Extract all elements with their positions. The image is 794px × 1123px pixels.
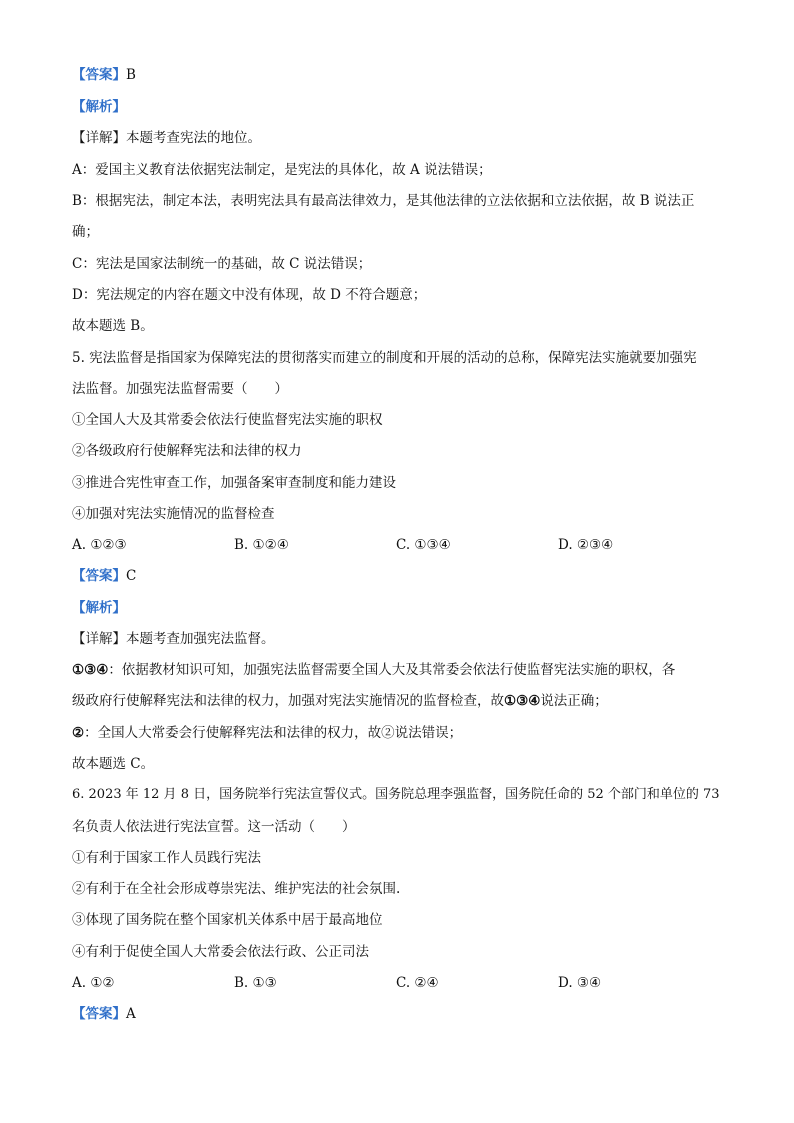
- bold-ref: ②: [72, 725, 85, 741]
- answer-value: A: [126, 1006, 136, 1022]
- detail-text: 本题考查宪法的地位。: [126, 130, 261, 146]
- detail-tag: 【详解】: [72, 130, 126, 146]
- q5-option-d: D. ②③④: [558, 537, 614, 553]
- q5-option-b: B. ①②④: [234, 537, 289, 553]
- answer-value: B: [126, 67, 136, 83]
- detail-tag: 【详解】: [72, 631, 126, 647]
- q5-option-c: C. ①③④: [396, 537, 451, 553]
- q6-item-2: ②有利于在全社会形成尊崇宪法、维护宪法的社会氛围.: [72, 881, 401, 897]
- q6-option-c: C. ②④: [396, 975, 439, 991]
- q5-explanation-3: ②：全国人大常委会行使解释宪法和法律的权力，故②说法错误；: [72, 725, 463, 741]
- bold-ref: ①③④: [72, 662, 109, 678]
- q5-item-4: ④加强对宪法实施情况的监督检查: [72, 506, 275, 522]
- q4-detail-line: [72, 128, 261, 148]
- q6-stem-line2: 名负责人依法进行宪法宣誓。这一活动（ ）: [72, 819, 356, 835]
- q6-option-b: B. ①③: [234, 975, 277, 991]
- answer-tag: 【答案】: [72, 67, 126, 83]
- answer-tag: 【答案】: [72, 1006, 126, 1022]
- q6-option-a: A. ①②: [72, 975, 115, 991]
- answer-value: C: [126, 568, 137, 584]
- q5-option-a: A. ①②③: [72, 537, 127, 553]
- q4-analysis-tag: 【解析】: [72, 99, 126, 115]
- q6-item-3: ③体现了国务院在整个国家机关体系中居于最高地位: [72, 912, 383, 928]
- q5-analysis-tag: 【解析】: [72, 600, 126, 616]
- answer-tag: 【答案】: [72, 568, 126, 584]
- q5-conclusion: 故本题选 C。: [72, 756, 155, 772]
- q6-stem-line1: 6. 2023 年 12 月 8 日，国务院举行宪法宣誓仪式。国务院总理李强监督，国务院任命的 52 个部门和单位的 73: [72, 787, 720, 802]
- q4-explanation-d: D：宪法规定的内容在题文中没有体现，故 D 不符合题意；: [72, 287, 427, 303]
- q6-option-d: D. ③④: [558, 975, 602, 991]
- q6-answer-line: [72, 1004, 136, 1024]
- q5-explanation-1: ①③④：依据教材知识可知，加强宪法监督需要全国人大及其常委会依法行使监督宪法实施的职权，各: [72, 662, 676, 678]
- q4-explanation-b-cont: 确；: [72, 224, 99, 240]
- q6-item-4: ④有利于促使全国人大常委会依法行政、公正司法: [72, 944, 369, 960]
- bold-ref: ①③④: [504, 693, 541, 709]
- q4-conclusion: 故本题选 B。: [72, 318, 154, 334]
- detail-text: 本题考查加强宪法监督。: [126, 631, 275, 647]
- q5-detail-line: [72, 629, 275, 649]
- q5-explanation-2: 级政府行使解释宪法和法律的权力，加强对宪法实施情况的监督检查，故①③④说法正确；: [72, 693, 608, 709]
- q6-item-1: ①有利于国家工作人员践行宪法: [72, 850, 261, 866]
- q4-explanation-c: C：宪法是国家法制统一的基础，故 C 说法错误；: [72, 256, 372, 272]
- q5-item-2: ②各级政府行使解释宪法和法律的权力: [72, 443, 302, 459]
- q5-stem-line1: 5. 宪法监督是指国家为保障宪法的贯彻落实而建立的制度和开展的活动的总称，保障宪法实施就要加强宪: [72, 350, 697, 366]
- q5-item-3: ③推进合宪性审查工作，加强备案审查制度和能力建设: [72, 475, 396, 491]
- q4-answer-line: [72, 65, 136, 85]
- q5-answer-line: [72, 566, 136, 586]
- q5-stem-line2: 法监督。加强宪法监督需要（ ）: [72, 381, 288, 397]
- q4-explanation-a: A：爱国主义教育法依据宪法制定，是宪法的具体化，故 A 说法错误；: [72, 162, 492, 178]
- q4-explanation-b: B：根据宪法，制定本法，表明宪法具有最高法律效力，是其他法律的立法依据和立法依据，故 B 说法正: [72, 193, 695, 209]
- q5-item-1: ①全国人大及其常委会依法行使监督宪法实施的职权: [72, 412, 383, 428]
